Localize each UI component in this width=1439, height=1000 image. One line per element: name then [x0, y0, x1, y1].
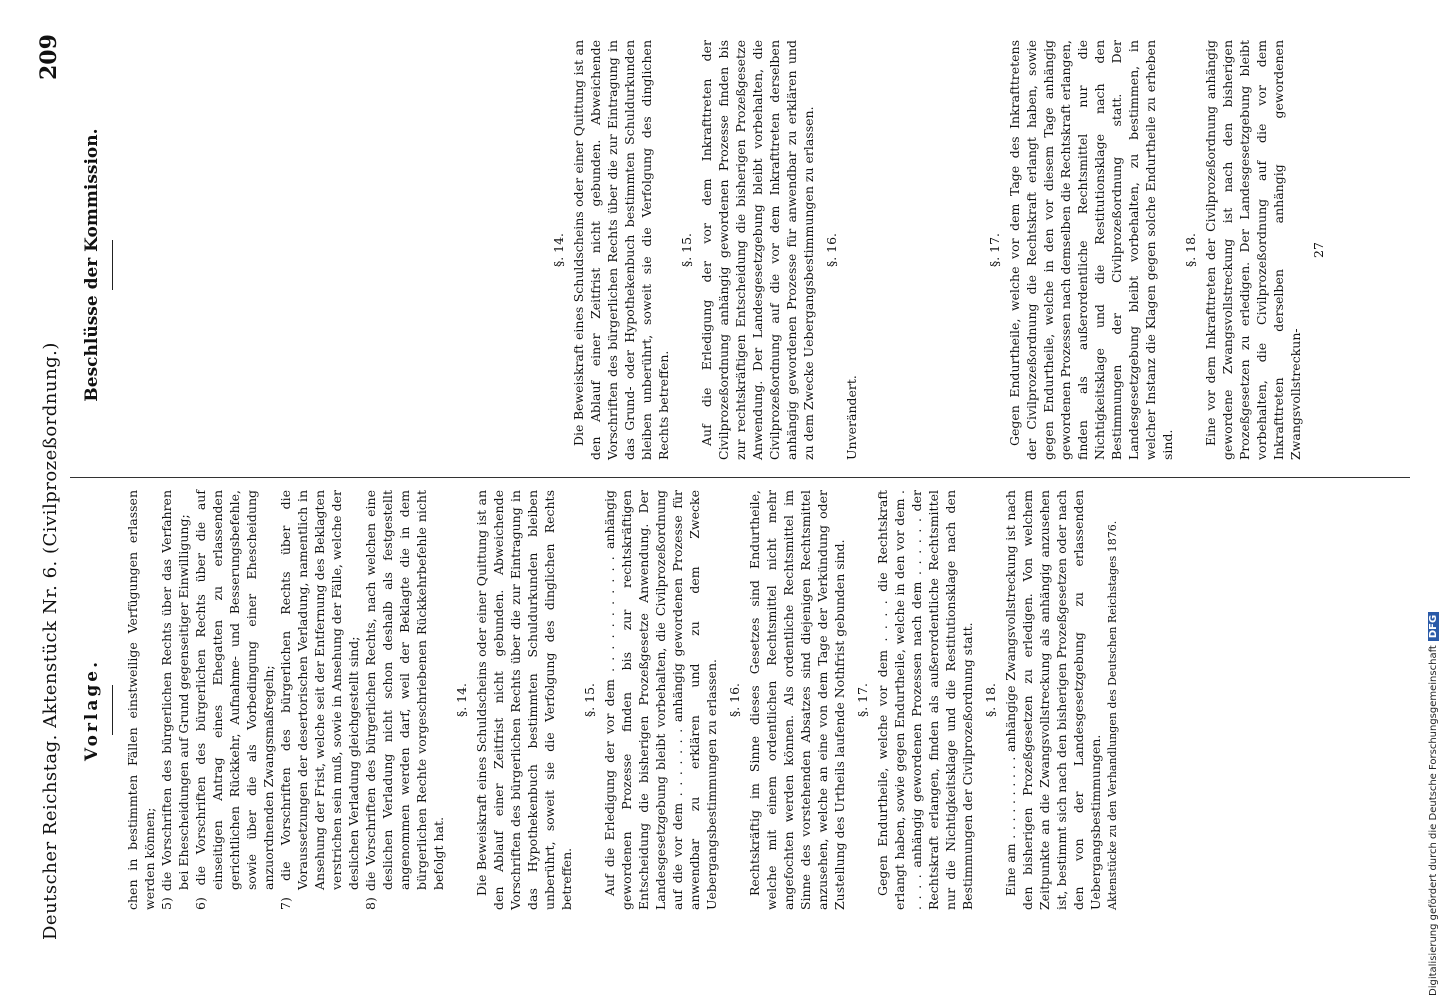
- page-number: 209: [36, 34, 62, 80]
- right-column-heading: Beschlüsse der Kommission.: [82, 128, 102, 402]
- list-item: 5) die Vorschriften des bürgerlichen Rechts über das Verfahren bei Ehescheidungen auf Grund gegenseitiger Einwilligung;: [159, 490, 191, 910]
- section-title: §. 18.: [983, 682, 998, 718]
- section-text: Rechtskräftig im Sinne dieses Gesetzes sind Endurtheile, welche mit einem ordentlichen Rechtsmittel nicht mehr angefochten werden können. Als ordentliche Rechtsmittel im Sinne des vorstehenden Absatzes sind diejenigen Rechtsmittel anzusehen, welche an eine von dem Tage der Verkündung oder Zustellung des Urtheils laufende Nothfrist gebunden sind.: [747, 490, 847, 910]
- section-text: Die Beweiskraft eines Schuldscheins oder einer Quittung ist an den Ablauf einer Zeitfrist nicht gebunden. Abweichende Vorschriften des bürgerlichen Rechts über die zur Eintragung in das Hypothekenbuch bestimmten Schuldurkunden bleiben unberührt, soweit sie die Verfolgung des dinglichen Rechts betreffen.: [474, 490, 574, 910]
- section-title: §. 16.: [824, 232, 839, 268]
- section-text: Die Beweiskraft eines Schuldscheins oder einer Quittung ist an den Ablauf einer Zeitfrist nicht gebunden. Abweichende Vorschriften des bürgerlichen Rechts über die zur Eintragung in das Grund- oder Hypothekenbuch bestimmten Schuldurkunden bleiben unberührt, soweit sie die Verfolgung des dinglichen Rechts betreffen.: [571, 40, 671, 460]
- section-text: Auf die Erledigung der vor dem Inkrafttreten der Civilprozeßordnung anhängig gewordenen Prozesse finden bis zur rechtskräftigen Entscheidung die bisherigen Prozeßgesetze Anwendung. Der Landesgesetzgebung bleibt vorbehalten, die Civilprozeßordnung auf die vor dem Inkrafttreten derselben anhängig gewordenen Prozesse für anwendbar zu erklären und zu dem Zwecke Uebergangsbestimmungen zu erlassen.: [699, 40, 816, 460]
- digitization-credit: [1428, 612, 1439, 996]
- section-title: §. 14.: [454, 682, 469, 718]
- left-column-heading: Vorlage.: [82, 658, 102, 762]
- section-text: Auf die Erledigung der vor dem . . . . . . . . . . . anhängig gewordenen Prozesse finden bis zur rechtskräftigen Entscheidung die bisherigen Prozeßgesetze Anwendung. Der Landesgesetzgebung bleibt vorbehalten, die Civilprozeßordnung auf die vor dem . . . . . . . anhängig gewordenen Prozesse für anwendbar zu erklären und zu dem Zwecke Uebergangsbestimmungen zu erlassen.: [602, 490, 719, 910]
- section-text: Eine am . . . . . . . . . . anhängige Zwangsvollstreckung ist nach den bisherigen Prozeßgesetzen zu erledigen. Von welchem Zeitpunkte an die Zwangsvollstreckung als anhängig anzusehen ist, bestimmt sich nach den bisherigen Prozeßgesetzen oder nach den von der Landesgesetzgebung zu erlassenden Uebergangsbestimmungen.: [1003, 490, 1103, 910]
- section-text: Eine vor dem Inkrafttreten der Civilprozeßordnung anhängig gewordene Zwangsvollstreckung ist nach den bisherigen Prozeßgesetzen zu erledigen. Der Landesgesetzgebung bleibt vorbehalten, die Civilprozeßordnung auf die vor dem Inkrafttreten derselben anhängig gewordenen Zwangsvollstreckun-: [1203, 40, 1303, 460]
- section-title: §. 17.: [987, 232, 1002, 268]
- left-column-body: [124, 490, 1414, 910]
- section-title: §. 14.: [551, 232, 566, 268]
- section-title: §. 18.: [1183, 232, 1198, 268]
- blank-space: [860, 40, 980, 460]
- signature-mark: 27: [1311, 242, 1326, 258]
- footnote: Aktenstücke zu den Verhandlungen des Deutschen Reichstages 1876.: [1106, 520, 1119, 910]
- list-item: 7) die Vorschriften des bürgerlichen Rechts über die Voraussetzungen der desertorischen Verladung, namentlich in Ansehung der Frist, welche seit der Entfernung des Beklagten verstrichen sein muß, sowie in Ansehung der Fälle, welche der deslichen Verladung gleichgestellt sind;: [278, 490, 361, 910]
- left-heading-rule: [112, 685, 113, 735]
- right-column-body: [124, 40, 1414, 460]
- running-header: Deutscher Reichstag. Aktenstück Nr. 6. (Civilprozeßordnung.): [40, 342, 61, 940]
- section-title: §. 15.: [582, 682, 597, 718]
- section-text: Gegen Endurtheile, welche vor dem Tage des Inkrafttretens der Civilprozeßordnung die Rechtskraft erlangt haben, sowie gegen Endurtheile, welche in den vor diesem Tage anhängig gewordenen Prozessen nach demselben die Rechtskraft erlangen, finden als außerordentliche Rechtsmittel nur die Nichtigkeitsklage und die Restitutionsklage nach den Bestimmungen der Civilprozeßordnung statt. Der Landesgesetzgebung bleibt vorbehalten, zu bestimmen, in welcher Instanz die Klagen gegen solche Endurtheile zu erheben sind.: [1007, 40, 1175, 460]
- list-item: 8) die Vorschriften des bürgerlichen Rechts, nach welchen eine deslichen Verladung nicht schon deshalb als festgestellt angenommen werden darf, weil der Beklagte die in dem bürgerlichen Rechte vorgeschriebenen Rückkehrbefehle nicht befolgt hat.: [363, 490, 446, 910]
- blank-space: [124, 40, 544, 460]
- column-divider: [70, 477, 1410, 478]
- section-text: Gegen Endurtheile, welche vor dem . . . . die Rechtskraft erlangt haben, sowie gegen Endurtheile, welche in den vor dem . . . . . anhängig gewordenen Prozessen nach dem . . . . . . der Rechtskraft erlangen, finden als außerordentliche Rechtsmittel nur die Nichtigkeitsklage und die Restitutionsklage nach den Bestimmungen der Civilprozeßordnung statt.: [875, 490, 975, 910]
- right-heading-rule: [112, 240, 113, 290]
- dfg-logo: DFG: [1428, 612, 1439, 641]
- section-title: §. 16.: [727, 682, 742, 718]
- section-text: Unverändert.: [844, 375, 859, 460]
- list-item: 6) die Vorschriften des bürgerlichen Rechts über die auf einseitigen Antrag eines Ehegatten zu erlassenden gerichtlichen Rückkehr, Aufnahme- und Besserungsbefehle, sowie über die als Vorbedingung einer Ehescheidung anzuordnenden Zwangsmaßregeln;: [193, 490, 276, 910]
- list-item: chen in bestimmten Fällen einstweilige Verfügungen erlassen werden können;: [125, 490, 157, 910]
- section-title: §. 15.: [679, 232, 694, 268]
- section-title: §. 17.: [855, 682, 870, 718]
- credit-text: Digitalisierung gefördert durch die Deutsche Forschungsgemeinschaft: [1428, 645, 1439, 996]
